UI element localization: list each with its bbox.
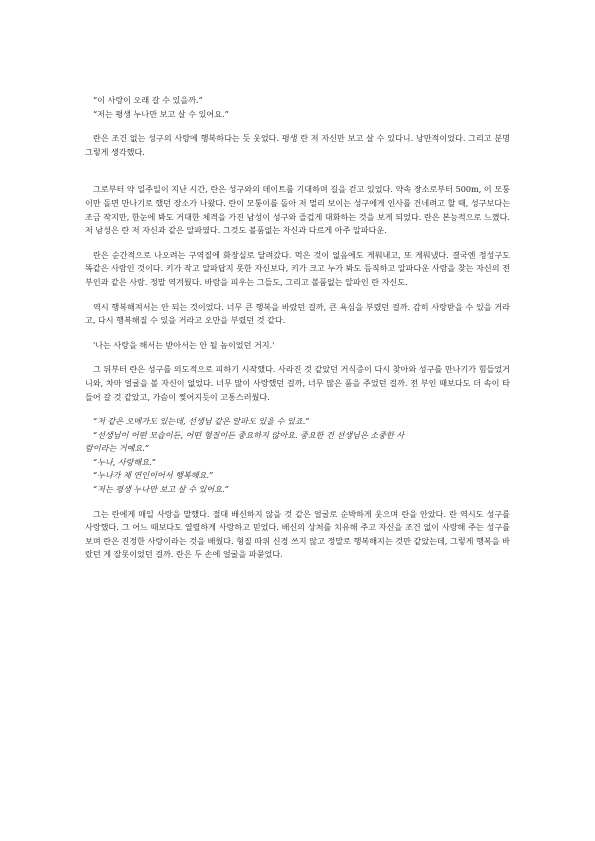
paragraph-gap — [85, 328, 510, 339]
body-paragraph: 역시 행복해져서는 안 되는 것이었다. 너무 큰 행복을 바랐던 걸까, 큰 욕심을 부렸던 걸까. 감히 사랑받을 수 있을 거라고, 다시 행복해질 수 있을 거라고 오만을 부렸던 것 같다. — [85, 301, 510, 326]
body-paragraph: '나는 사랑을 해서는 받아서는 안 될 놈이었던 거지.' — [93, 339, 275, 350]
paragraph-gap — [85, 352, 510, 363]
recalled-dialogue-line: “저는 평생 누나만 보고 살 수 있어요.” — [93, 484, 229, 495]
paragraph-gap — [85, 404, 510, 415]
dialogue-line: “저는 평생 누나만 보고 살 수 있어요.” — [93, 108, 229, 119]
body-paragraph: 그로부터 약 일주일이 지난 시간, 란은 성구와의 데이트를 기대하며 길을 걷고 있었다. 약속 장소로부터 500m, 이 모퉁이만 돌면 만나기로 했던 장소가 나왔다. 란이 모퉁이를 돌아 저 멀리 보이는 성구에게 인사를 건네려고 할 때, 성구보다는 조금 작지만, 한눈에 봐도 거대한 체격을 가진 남성이 성구와 즐겁게 대화하는 것을 보게 되었다. 란은 본능적으로 느꼈다. 저 남성은 란 저 자신과 같은 알파였다. 그것도 볼품없는 자신과 다르게 아주 알파다운. — [85, 184, 510, 236]
recalled-dialogue-line: “누나가 제 연인이어서 행복해요.” — [93, 470, 214, 481]
paragraph-gap — [85, 159, 510, 183]
body-paragraph: 그 뒤부터 란은 성구를 의도적으로 피하기 시작했다. 사라진 것 같았던 거식증이 다시 찾아와 성구를 만나기가 힘들었거니와, 차마 얼굴을 볼 자신이 없었다. 너무 많이 사랑했던 걸까, 너무 많은 품을 주었던 걸까. 전 부인 때보다도 더 속이 타들어 갈 것 같았고, 가슴이 찢어지듯이 고통스러웠다. — [85, 364, 510, 402]
recalled-dialogue-line: “선생님이 어떤 모습이든, 어떤 형질이든 중요하지 않아요. 중요한 건 선생님은 소중한 사 — [93, 429, 405, 440]
paragraph-gap — [85, 238, 510, 249]
paragraph-gap — [85, 497, 510, 508]
recalled-dialogue-line: “누나, 사랑해요.” — [93, 456, 156, 467]
document-page — [85, 94, 510, 562]
body-paragraph: 란은 조건 없는 성구의 사랑에 행복하다는 듯 웃었다. 평생 란 저 자신만 보고 살 수 있다니. 낭만적이었다. 그리고 분명 그렇게 생각했다. — [85, 133, 510, 157]
dialogue-line: “이 사랑이 오래 갈 수 있을까.” — [93, 95, 203, 105]
recalled-dialogue-line: 람이라는 거예요.” — [85, 443, 150, 454]
body-paragraph: 란은 순간적으로 나오려는 구역질에 화장실로 달려갔다. 먹은 것이 없음에도 게워내고, 또 게워냈다. 결국엔 정성구도 똑같은 사람인 것이다. 키가 작고 알파답지 못한 자신보다, 키가 크고 누가 봐도 듬직하고 알파다운 사람을 찾는 자신의 전 부인과 같은 사람. 정말 역겨웠다. 바람을 피우는 그들도, 그리고 볼품없는 알파인 란 자신도. — [85, 249, 510, 287]
paragraph-gap — [85, 290, 510, 301]
recalled-dialogue-line: “저 같은 오메가도 있는데, 선생님 같은 알파도 있을 수 있죠.” — [93, 416, 310, 427]
body-paragraph: 그는 란에게 매일 사랑을 말했다. 절대 배신하지 않을 것 같은 얼굴로 순박하게 웃으며 란을 안았다. 란 역시도 성구를 사랑했다. 그 어느 때보다도 열렬하게 사랑하고 믿었다. 배신의 상처를 치유해 주고 자신을 조건 없이 사랑해 주는 성구를 보며 란은 진정한 사랑이라는 것을 배웠다. 형질 따위 신경 쓰지 않고 정말로 행복해지는 것만 같았는데, 그렇게 행복을 바랐던 게 잘못이었던 걸까. 란은 두 손에 얼굴을 파묻었다. — [85, 508, 510, 560]
paragraph-gap — [85, 121, 510, 132]
